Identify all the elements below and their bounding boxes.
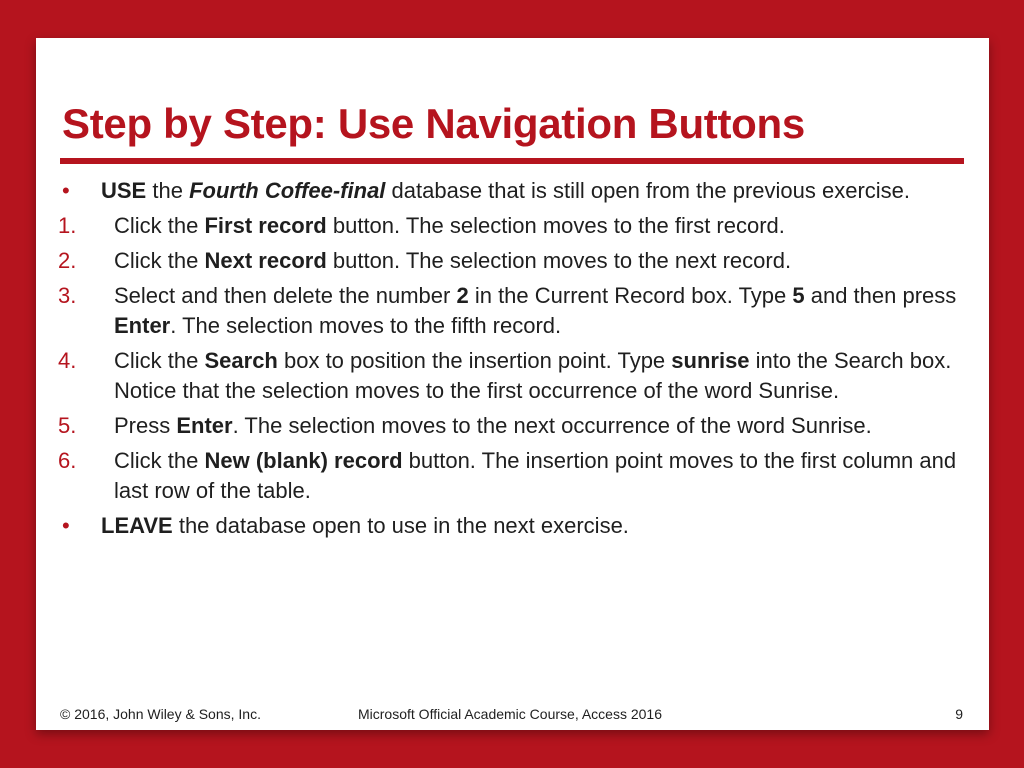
page-number: 9	[955, 706, 963, 722]
bullet-marker: •	[62, 513, 70, 538]
step-number: 2.	[58, 248, 77, 273]
list-item	[58, 211, 968, 241]
list-item	[58, 281, 968, 341]
item-text: Select and then delete the number 2 in the Current Record box. Type 5 and then press Enter. The selection moves to the fifth record.	[114, 283, 957, 338]
list-item	[58, 346, 968, 406]
footer-copyright: © 2016, John Wiley & Sons, Inc.	[60, 706, 261, 722]
title-divider	[60, 158, 964, 164]
item-text: Click the Next record button. The selection moves to the next record.	[114, 248, 792, 273]
list-item	[58, 246, 968, 276]
list-item	[58, 176, 968, 206]
step-number: 6.	[58, 448, 77, 473]
list-item	[58, 446, 968, 506]
item-text: Press Enter. The selection moves to the next occurrence of the word Sunrise.	[114, 413, 872, 438]
slide-title: Step by Step: Use Navigation Buttons	[62, 100, 805, 147]
item-text: Click the New (blank) record button. The insertion point moves to the first column and last row of the table.	[114, 448, 957, 503]
item-text: Click the Search box to position the insertion point. Type sunrise into the Search box. Notice that the selection moves to the first occurrence of the word Sunrise.	[114, 348, 952, 403]
footer-course-title: Microsoft Official Academic Course, Access 2016	[358, 706, 662, 722]
step-number: 4.	[58, 348, 77, 373]
step-number: 3.	[58, 283, 77, 308]
slide	[36, 38, 989, 730]
step-number: 1.	[58, 213, 77, 238]
slide-body	[58, 176, 968, 546]
list-item	[58, 511, 968, 541]
list-item	[58, 411, 968, 441]
item-text: LEAVE the database open to use in the next exercise.	[101, 513, 629, 538]
bullet-marker: •	[62, 178, 70, 203]
step-number: 5.	[58, 413, 77, 438]
item-text: Click the First record button. The selection moves to the first record.	[114, 213, 785, 238]
item-text: USE the Fourth Coffee-final database that is still open from the previous exercise.	[101, 178, 911, 203]
